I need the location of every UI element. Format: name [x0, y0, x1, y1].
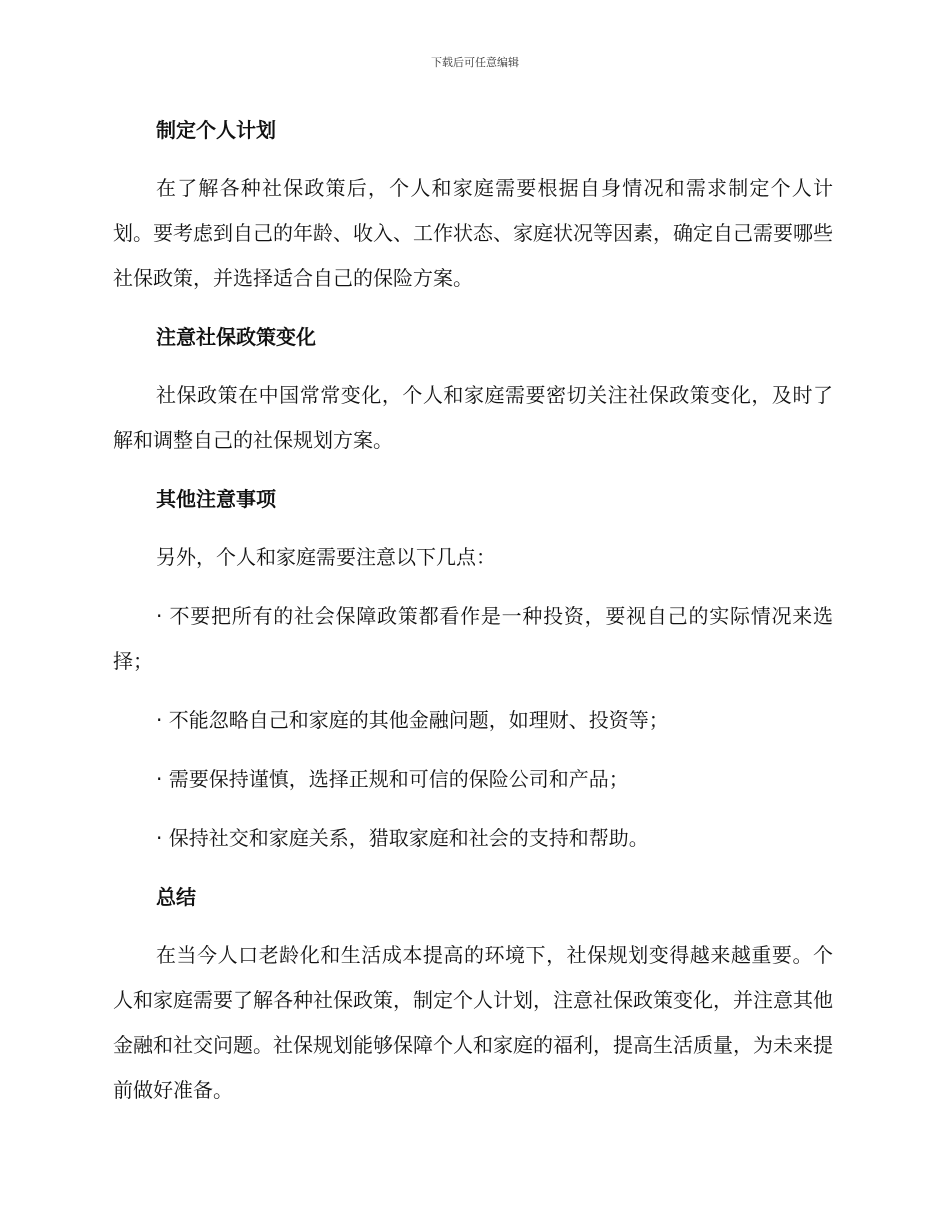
section-heading-other: 其他注意事项	[156, 487, 276, 511]
list-item: · 需要保持谨慎，选择正规和可信的保险公司和产品；	[156, 767, 629, 791]
section-heading-summary: 总结	[156, 885, 196, 909]
section-heading-changes: 注意社保政策变化	[156, 325, 316, 349]
page-header: 下载后可任意编辑	[431, 56, 519, 69]
section-intro-other: 另外，个人和家庭需要注意以下几点：	[156, 545, 496, 569]
list-item: · 不要把所有的社会保障政策都看作是一种投资，要视自己的实际情况来选择；	[113, 604, 833, 673]
list-item: · 不能忽略自己和家庭的其他金融问题，如理财、投资等；	[156, 708, 669, 732]
list-item: · 保持社交和家庭关系，猎取家庭和社会的支持和帮助。	[156, 826, 649, 850]
section-heading-plan: 制定个人计划	[156, 118, 276, 142]
section-body-plan: 在了解各种社保政策后，个人和家庭需要根据自身情况和需求制定个人计划。要考虑到自己的年龄、收入、工作状态、家庭状况等因素，确定自己需要哪些社保政策，并选择适合自己的保险方案。	[113, 176, 833, 290]
document-body	[113, 108, 833, 1127]
section-body-changes: 社保政策在中国常常变化，个人和家庭需要密切关注社保政策变化，及时了解和调整自己的社保规划方案。	[113, 383, 833, 452]
section-body-summary: 在当今人口老龄化和生活成本提高的环境下，社保规划变得越来越重要。个人和家庭需要了解各种社保政策，制定个人计划，注意社保政策变化，并注意其他金融和社交问题。社保规划能够保障个人和家庭的福利，提高生活质量，为未来提前做好准备。	[113, 943, 833, 1102]
